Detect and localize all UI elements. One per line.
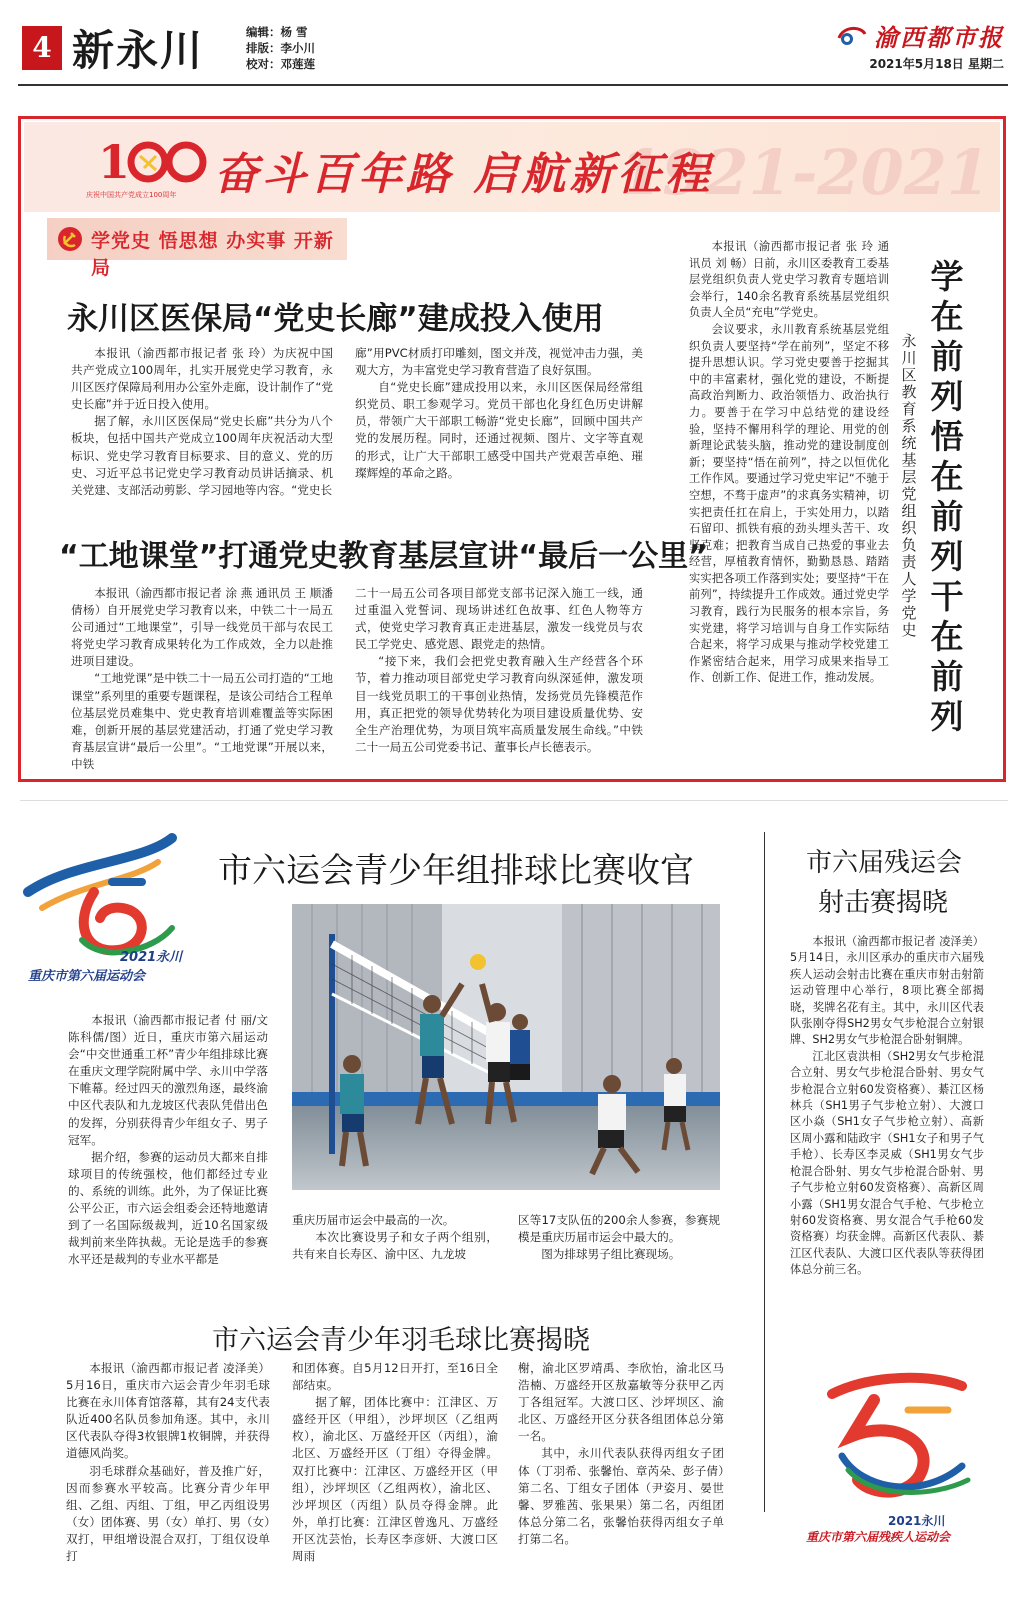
- paragraph: 本报讯（渝西都市报记者 张 玲）为庆祝中国共产党成立100周年，扎实开展党史学习教育，永川区医疗保障局利用办公室外走廊，设计制作了“党史长廊”并于近日投入使用。: [71, 346, 333, 412]
- paragraph: 二十一局五公司各项目部党支部书记深入施工一线，通过重温入党誓词、现场讲述红色故事、红色人物等方式，使党史学习教育真正走进基层，激发一线党员与农民工学党史、感党恩、跟党走的热情。: [355, 586, 643, 652]
- article1-col1: [71, 345, 333, 499]
- editor-line: 编辑：杨 雪: [246, 25, 308, 39]
- paragraph: 本报讯（渝西都市报记者 付 丽/文 陈科儒/图）近日，重庆市第六届运动会“中交世通重工杯”青少年组排球比赛在重庆文理学院附属中学、永川中学落下帷幕。经过四天的激烈角逐，最终渝中区代表队和九龙坡区代表队凭借出色的发挥，分别获得青少年组女子、男子冠军。: [68, 1013, 268, 1147]
- article1-col2: [355, 345, 643, 482]
- brand-logo-icon: [835, 24, 869, 48]
- section-divider: [20, 800, 1008, 801]
- sports-logo-year: 2021永川: [120, 950, 183, 965]
- paragraph: 区等17支队伍的200余人参赛，参赛规模是重庆历届市运会中最大的。: [518, 1213, 720, 1245]
- player-figure: [510, 1014, 530, 1080]
- article5-col2: [292, 1360, 498, 1565]
- hammer-sickle-icon: [57, 226, 83, 252]
- paragraph: 自“党史长廊”建成投用以来，永川区医保局经常组织党员、职工参观学习。党员干部也化身红色历史讲解员，带领广大干部职工畅游“党史长廊”，回顾中国共产党的发展历程。同时，还通过视频、图片、文字等直观的形式，让广大干部职工感受中国共产党艰苦卓绝、璀璨辉煌的革命之路。: [355, 380, 643, 480]
- paragraph: 本次比赛设男子和女子两个组别，共有来自长寿区、渝中区、九龙坡: [292, 1230, 498, 1262]
- article5-headline: 市六运会青少年羽毛球比赛揭晓: [212, 1325, 590, 1356]
- paragraph: 本报讯（渝西都市报记者 张 玲 通讯员 刘 畅）日前，永川区委教育工委基层党组织负责人党史学习教育专题培训会举行，140余名教育系统基层党组织负责人全员“充电”学党史。: [689, 240, 889, 320]
- article5-col1: [66, 1360, 270, 1565]
- banner: [24, 122, 1000, 212]
- svg-text:1: 1: [98, 135, 131, 189]
- paragraph: 榭，渝北区罗靖禹、李欣怡，渝北区马浩楠、万盛经开区敖嘉敏等分获甲乙丙丁各组冠军。大渡口区、沙坪坝区、渝北区、万盛经开区分获各组团体总分第一名。: [518, 1361, 724, 1444]
- banner-title: 奋斗百年路 启航新征程: [214, 149, 714, 200]
- volleyball-scene-image: [292, 904, 720, 1190]
- tag-text: 学党史 悟思想 办实事 开新局: [91, 230, 334, 279]
- article3-body: [689, 239, 889, 687]
- article2-col1: [71, 585, 333, 773]
- article6-headline-line2: 射击赛揭晓: [818, 888, 949, 918]
- party-history-section: [18, 116, 1006, 782]
- page-number: 4: [22, 26, 62, 70]
- paragraph: 和团体赛。自5月12日开打，至16日全部结束。: [292, 1361, 498, 1393]
- section-title: 新永川: [72, 26, 205, 75]
- paragraph: 羽毛球群众基础好，普及推广好，因而参赛水平较高。比赛分青少年甲组、乙组、丙组、丁组，甲乙丙组设男（女）团体赛、男（女）单打、男（女）双打，甲组增设混合双打，丁组仅设单打: [66, 1463, 270, 1564]
- article4-col2: [292, 1212, 498, 1263]
- issue-date: 2021年5月18日 星期二: [869, 57, 1004, 71]
- paragraph: 其中，永川代表队获得丙组女子团体（丁羽希、张馨怡、章芮朵、彭子倩）第二名、丁组女子团体（尹姿月、晏世馨、罗雅茜、张果果）第二名，丙组团体总分第二名，张馨怡获得丙组女子单打第二名。: [518, 1446, 724, 1546]
- para-games-logo-icon: [812, 1370, 982, 1510]
- paragraph: 本报讯（渝西都市报记者 涂 燕 通讯员 王 顺潘倩杨）自开展党史学习教育以来，中铁二十一局五公司通过“工地课堂”，引导一线党员干部与农民工将党史学习教育成果转化为工作成效，全力以赴推进项目建设。: [71, 586, 333, 669]
- article1-headline: 永川区医保局“党史长廊”建成投入使用: [67, 301, 604, 337]
- banner-years: 1921-2021: [619, 136, 990, 209]
- paragraph: 据介绍，参赛的运动员大都来自排球项目的传统强校，他们都经过专业的、系统的训练。此外，为了保证比赛公平公正，市六运会组委会还特地邀请到了一名国际级裁判，近10名国家级裁判前来坐阵执裁。无论是选手的参赛水平还是裁判的专业水平都是: [68, 1149, 268, 1267]
- para-logo-year: 2021永川: [888, 1514, 946, 1528]
- sports-games-logo-icon: [22, 832, 212, 982]
- paragraph: 据了解，永川区医保局“党史长廊”共分为八个板块，包括中国共产党成立100周年庆祝活动大型标识、党史学习教育目标要求、目的意义、党的历史、习近平总书记党史学习教育动员讲话摘录、机关党建、支部活动剪影、学习园地等内容。“党史长: [71, 414, 333, 497]
- article4-col3: [518, 1212, 720, 1263]
- masthead: [18, 14, 1008, 76]
- photo-caption: 图为排球男子组比赛现场。: [541, 1247, 681, 1262]
- newspaper-brand: [835, 18, 1004, 72]
- article5-col3: [518, 1360, 724, 1548]
- volleyball-photo: [292, 904, 720, 1190]
- brand-name: 渝西都市报: [874, 23, 1004, 52]
- para-logo-name: 重庆市第六届残疾人运动会: [806, 1530, 951, 1544]
- masthead-rule: [18, 84, 1008, 86]
- paragraph: 江北区袁洪相（SH2男女气步枪混合立射、男女气步枪混合卧射、男女气步枪混合立射60发资格赛）、綦江区杨林兵（SH1男子气步枪立射）、大渡口区小焱（SH1女子气步枪立射）、高新区周小露和陆政宇（SH1女子和男子气手枪）、长寿区李灵威（SH1男女气步枪混合卧射、男女气步枪混合卧射、男子气步枪立射60发资格赛）、高新区周小露（SH1男女混合气手枪、气步枪立射60发资格赛、男女混合气手枪60发资格赛）均获金牌。高新区代表队、綦江区代表队、大渡口区代表队等获得团体总分前三名。: [790, 1049, 984, 1277]
- paragraph: 重庆历届市运会中最高的一次。: [292, 1213, 455, 1227]
- paragraph: 本报讯（渝西都市报记者 凌泽美）5月16日，重庆市六运会青少年羽毛球比赛在永川体育馆落幕，其有24支代表队近400名队员参加角逐。其中，永川区代表队夺得3枚银牌1枚铜牌，并获得道德风尚奖。: [66, 1361, 270, 1461]
- paragraph: 据了解，团体比赛中：江津区、万盛经开区（甲组），沙坪坝区（乙组两枚），渝北区、万盛经开区（丙组），渝北区、万盛经开区（丁组）夺得金牌。双打比赛中：江津区、万盛经开区（甲组），沙坪坝区（乙组两枚），渝北区、沙坪坝区（丙组）队员夺得金牌。此外，单打比赛：江津区曾逸凡、万盛经开区沈芸怡，长寿区李彦妍、大渡口区周雨: [292, 1395, 498, 1564]
- sports-logo-name: 重庆市第六届运动会: [28, 969, 146, 984]
- article6-headline-line1: 市六届残运会: [806, 848, 963, 878]
- article2-col2: [355, 585, 643, 756]
- paragraph: “工地党课”是中铁二十一局五公司打造的“工地课堂”系列里的重要专题课程，是该公司结合工程单位基层党员难集中、党史教育培训难覆盖等实际困难，创新开展的基层党建活动，打通了党史学习教育基层宣讲“最后一公里”。“工地党课”开展以来，中铁: [71, 671, 333, 771]
- paragraph: “接下来，我们会把党史教育融入生产经营各个环节，着力推动项目部党史学习教育向纵深延伸，激发项目一线党员职工的干事创业热情，发扬党员先锋模范作用，真正把党的领导优势转化为项目建设质量优势、安全生产治理优势，为项目筑牢高质量发展生命线。”中铁二十一局五公司党委书记、董事长卢长德表示。: [355, 654, 643, 754]
- paragraph: 本报讯（渝西都市报记者 凌泽美）5月14日，永川区承办的重庆市六届残疾人运动会射击比赛在重庆市射击射箭运动管理中心举行，8项比赛全部揭晓，奖牌名花有主。其中，永川区代表队张刚夺得SH2男女气步枪混合立射银牌、SH2男女气步枪混合卧射铜牌。: [790, 935, 984, 1047]
- article6-body: [790, 934, 984, 1279]
- article3-headline: 学在前列 悟在前列 干在前列: [930, 257, 964, 736]
- editor-credits: [246, 24, 315, 72]
- tag-bar: [47, 218, 347, 279]
- layout-line: 排版：李小川: [246, 41, 315, 55]
- column-divider: [764, 832, 765, 1512]
- article2-headline: “工地课堂”打通党史教育基层宣讲“最后一公里”: [59, 539, 708, 574]
- paragraph: 会议要求，永川教育系统基层党组织负责人要坚持“学在前列”，坚定不移提升思想认识。学习党史要善于挖掘其中的丰富素材，强化党的建设，不断提高政治判断力、政治领悟力、政治执行力。要善于在学习中总结党的建设经验，坚持不懈用科学的理论、用党的创新理论武装头脑，推动党的建设制度创新；要坚持“悟在前列”，持之以恒优化工作作风。要通过学习党史牢记“不驰于空想，不骛于虚声”的求真务实精神，切实把责任扛在肩上，于实处用力，以踏石留印、抓铁有痕的劲头埋头苦干、攻坚克难；把教育当成自己热爱的事业去经营，厚植教育情怀，勤勤恳恳、踏踏实实把各项工作落到实处；要坚持“干在前列”，持续提升工作成效。通过党史学习教育，践行为民服务的根本宗旨，务实党建，将学习培训与自身工作实际结合起来，将学习成果与推动学校党建工作紧密结合起来，用学习成果来指导工作、创新工作、促进工作，推动发展。: [689, 322, 889, 685]
- proof-line: 校对：邓莲莲: [246, 57, 315, 71]
- article4-col1: [68, 1012, 268, 1268]
- paragraph: 廊”用PVC材质打印雕刻，图文并茂，视觉冲击力强，美观大方，为丰富党史学习教育营造了良好氛围。: [355, 346, 643, 378]
- article4-headline: 市六运会青少年组排球比赛收官: [218, 851, 694, 891]
- banner-logo-caption: 庆祝中国共产党成立100周年: [86, 191, 177, 199]
- article3-subhead: 永川区教育系统基层党组织负责人学党史: [901, 332, 917, 639]
